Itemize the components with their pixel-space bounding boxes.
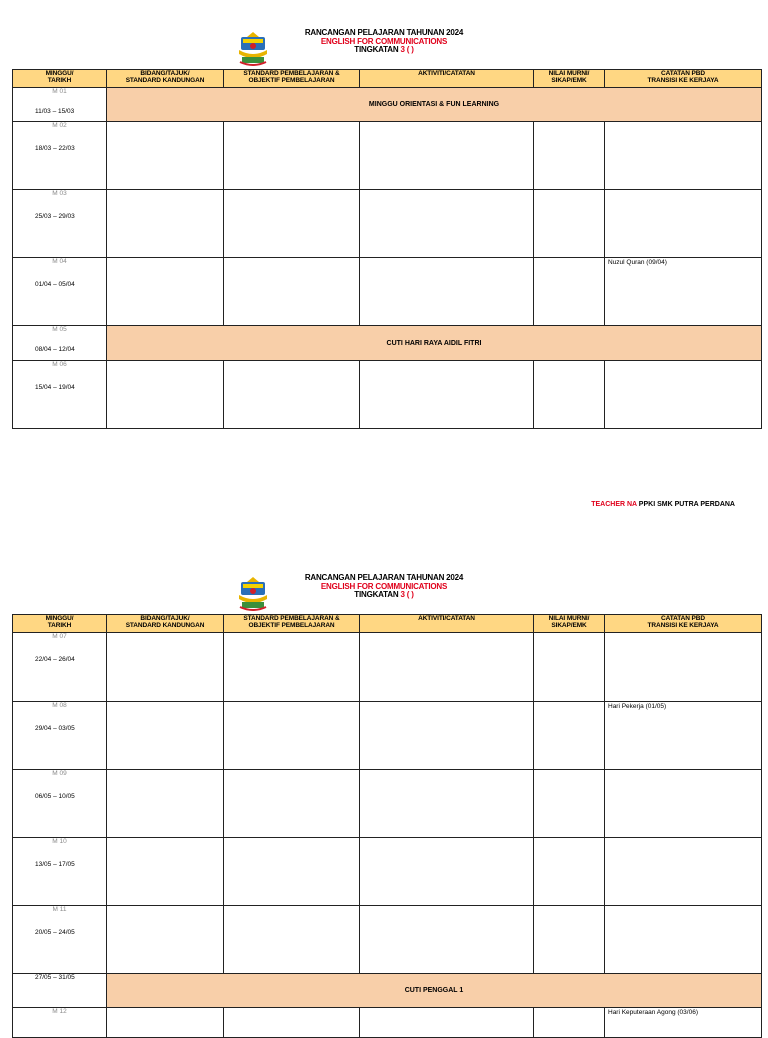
activity-cell[interactable] [360, 361, 534, 429]
standard-cell[interactable] [224, 361, 360, 429]
pbd-cell[interactable] [605, 190, 762, 258]
values-cell[interactable] [534, 702, 605, 770]
week-cell: M 10 13/05 – 17/05 [13, 838, 107, 906]
holiday-banner: CUTI HARI RAYA AIDIL FITRI [107, 326, 762, 361]
topic-cell[interactable] [107, 361, 224, 429]
pbd-cell[interactable]: Nuzul Quran (09/04) [605, 258, 762, 326]
week-cell: M 03 25/03 – 29/03 [13, 190, 107, 258]
col-header-activity: AKTIVITI/CATATAN [360, 615, 534, 633]
topic-cell[interactable] [107, 633, 224, 702]
teacher-label: TEACHER NA [591, 501, 637, 508]
standard-cell[interactable] [224, 258, 360, 326]
page-header-2 [0, 574, 768, 614]
pbd-cell[interactable] [605, 633, 762, 702]
table-row [13, 974, 762, 1008]
topic-cell[interactable] [107, 1008, 224, 1038]
col-header-activity: AKTIVITI/CATATAN [360, 70, 534, 88]
standard-cell[interactable] [224, 906, 360, 974]
standard-cell[interactable] [224, 1008, 360, 1038]
week-cell: M 06 15/04 – 19/04 [13, 361, 107, 429]
col-header-topic: BIDANG/TAJUK/ STANDARD KANDUNGAN [107, 615, 224, 633]
activity-cell[interactable] [360, 122, 534, 190]
activity-cell[interactable] [360, 190, 534, 258]
table-row [13, 190, 762, 258]
col-header-pbd: CATATAN PBD TRANSISI KE KERJAYA [605, 615, 762, 633]
table-row [13, 1008, 762, 1038]
topic-cell[interactable] [107, 906, 224, 974]
title-line-3: TINGKATAN 3 ( ) [354, 45, 414, 54]
topic-cell[interactable] [107, 770, 224, 838]
week-cell: M 01 11/03 – 15/03 [13, 88, 107, 122]
holiday-banner: MINGGU ORIENTASI & FUN LEARNING [107, 88, 762, 122]
activity-cell[interactable] [360, 258, 534, 326]
title-line-1: RANCANGAN PELAJARAN TAHUNAN 2024 [304, 573, 464, 582]
topic-cell[interactable] [107, 190, 224, 258]
col-header-standard: STANDARD PEMBELAJARAN & OBJEKTIF PEMBELAJARAN [224, 615, 360, 633]
week-cell: M 07 22/04 – 26/04 [13, 633, 107, 702]
table-row [13, 770, 762, 838]
title-line-1: RANCANGAN PELAJARAN TAHUNAN 2024 [304, 28, 464, 37]
title-line-2: ENGLISH FOR COMMUNICATIONS [320, 36, 448, 46]
school-name: PPKI SMK PUTRA PERDANA [638, 501, 735, 508]
table-row [13, 906, 762, 974]
title-line-2: ENGLISH FOR COMMUNICATIONS [320, 581, 448, 591]
activity-cell[interactable] [360, 906, 534, 974]
week-cell: M 11 20/05 – 24/05 [13, 906, 107, 974]
values-cell[interactable] [534, 1008, 605, 1038]
col-header-pbd: CATATAN PBD TRANSISI KE KERJAYA [605, 70, 762, 88]
activity-cell[interactable] [360, 633, 534, 702]
week-cell: M 12 [13, 1008, 107, 1038]
pbd-cell[interactable] [605, 361, 762, 429]
col-header-values: NILAI MURNI/ SIKAP/EMK [534, 70, 605, 88]
pbd-cell[interactable] [605, 906, 762, 974]
table-row [13, 122, 762, 190]
standard-cell[interactable] [224, 770, 360, 838]
table-row [13, 326, 762, 361]
week-cell: M 05 08/04 – 12/04 [13, 326, 107, 361]
topic-cell[interactable] [107, 702, 224, 770]
values-cell[interactable] [534, 190, 605, 258]
table-row [13, 633, 762, 702]
standard-cell[interactable] [224, 190, 360, 258]
school-crest-icon [236, 31, 270, 67]
table-row [13, 258, 762, 326]
school-crest-icon [236, 576, 270, 612]
col-header-values: NILAI MURNI/ SIKAP/EMK [534, 615, 605, 633]
header-titles [270, 29, 498, 55]
topic-cell[interactable] [107, 258, 224, 326]
title-line-3: TINGKATAN 3 ( ) [354, 590, 414, 599]
values-cell[interactable] [534, 122, 605, 190]
pbd-cell[interactable]: Hari Pekerja (01/05) [605, 702, 762, 770]
pbd-cell[interactable] [605, 838, 762, 906]
activity-cell[interactable] [360, 838, 534, 906]
standard-cell[interactable] [224, 838, 360, 906]
table-header-row [13, 70, 762, 88]
week-cell: M 04 01/04 – 05/04 [13, 258, 107, 326]
holiday-banner: CUTI PENGGAL 1 [107, 974, 762, 1008]
values-cell[interactable] [534, 838, 605, 906]
table-row [13, 838, 762, 906]
topic-cell[interactable] [107, 122, 224, 190]
page-footer [591, 501, 735, 508]
col-header-week: MINGGU/ TARIKH [13, 615, 107, 633]
values-cell[interactable] [534, 770, 605, 838]
values-cell[interactable] [534, 633, 605, 702]
standard-cell[interactable] [224, 702, 360, 770]
table-row [13, 702, 762, 770]
standard-cell[interactable] [224, 633, 360, 702]
week-cell: 27/05 – 31/05 [13, 974, 107, 1008]
pbd-cell[interactable] [605, 122, 762, 190]
activity-cell[interactable] [360, 1008, 534, 1038]
values-cell[interactable] [534, 906, 605, 974]
values-cell[interactable] [534, 258, 605, 326]
table-row [13, 361, 762, 429]
week-cell: M 08 29/04 – 03/05 [13, 702, 107, 770]
table-row [13, 88, 762, 122]
week-cell: M 09 06/05 – 10/05 [13, 770, 107, 838]
standard-cell[interactable] [224, 122, 360, 190]
activity-cell[interactable] [360, 770, 534, 838]
plan-table-1 [12, 69, 762, 429]
week-cell: M 02 18/03 – 22/03 [13, 122, 107, 190]
topic-cell[interactable] [107, 838, 224, 906]
col-header-standard: STANDARD PEMBELAJARAN & OBJEKTIF PEMBELAJARAN [224, 70, 360, 88]
page-header-1 [0, 29, 768, 69]
values-cell[interactable] [534, 361, 605, 429]
col-header-topic: BIDANG/TAJUK/ STANDARD KANDUNGAN [107, 70, 224, 88]
header-titles [270, 574, 498, 600]
plan-table-2 [12, 614, 762, 1038]
col-header-week: MINGGU/ TARIKH [13, 70, 107, 88]
table-header-row [13, 615, 762, 633]
pbd-cell[interactable] [605, 770, 762, 838]
activity-cell[interactable] [360, 702, 534, 770]
pbd-cell[interactable]: Hari Keputeraan Agong (03/06) [605, 1008, 762, 1038]
